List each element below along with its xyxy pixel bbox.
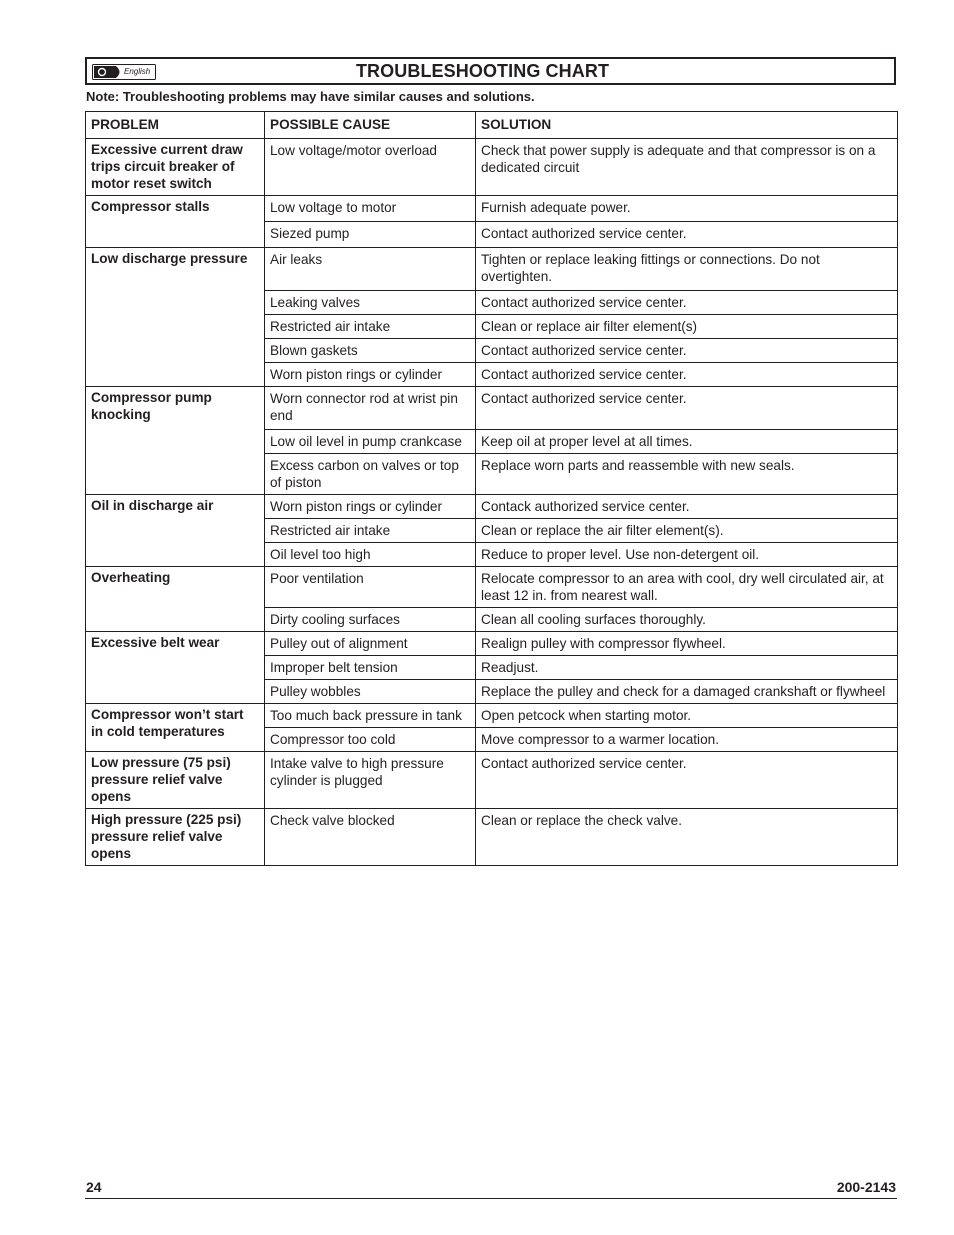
solution-cell: Check that power supply is adequate and that compressor is on a dedicated circuit xyxy=(476,139,898,196)
note: Note: Troubleshooting problems may have similar causes and solutions. xyxy=(86,89,535,104)
cause-cell: Siezed pump xyxy=(265,222,476,248)
solution-cell: Keep oil at proper level at all times. xyxy=(476,430,898,454)
cause-cell: Excess carbon on valves or top of piston xyxy=(265,454,476,495)
table-row xyxy=(86,495,898,519)
solution-cell: Tighten or replace leaking fittings or connections. Do not overtighten. xyxy=(476,248,898,291)
solution-cell: Realign pulley with compressor flywheel. xyxy=(476,632,898,656)
table-row xyxy=(86,387,898,430)
solution-cell: Contact authorized service center. xyxy=(476,752,898,809)
page-title: TROUBLESHOOTING CHART xyxy=(355,61,610,81)
document-number: 200-2143 xyxy=(836,1179,896,1195)
cause-cell: Low voltage to motor xyxy=(265,196,476,222)
problem-cell: Compressor won’t start in cold temperatures xyxy=(86,704,265,752)
table-row xyxy=(86,704,898,728)
cause-cell: Intake valve to high pressure cylinder is plugged xyxy=(265,752,476,809)
problem-cell: Overheating xyxy=(86,567,265,632)
problem-cell: Excessive current draw trips circuit breaker of motor reset switch xyxy=(86,139,265,196)
cause-cell: Compressor too cold xyxy=(265,728,476,752)
cause-cell: Poor ventilation xyxy=(265,567,476,608)
table-row xyxy=(86,139,898,196)
solution-cell: Reduce to proper level. Use non-detergent oil. xyxy=(476,543,898,567)
solution-cell: Move compressor to a warmer location. xyxy=(476,728,898,752)
table-row xyxy=(86,196,898,222)
solution-cell: Contact authorized service center. xyxy=(476,222,898,248)
solution-cell: Clean or replace air filter element(s) xyxy=(476,315,898,339)
solution-cell: Contact authorized service center. xyxy=(476,339,898,363)
table-row xyxy=(86,567,898,608)
cause-cell: Leaking valves xyxy=(265,291,476,315)
column-header-solution: SOLUTION xyxy=(476,112,898,139)
cause-cell: Low oil level in pump crankcase xyxy=(265,430,476,454)
table-row xyxy=(86,752,898,809)
problem-cell: Compressor pump knocking xyxy=(86,387,265,495)
cause-cell: Oil level too high xyxy=(265,543,476,567)
cause-cell: Too much back pressure in tank xyxy=(265,704,476,728)
cause-cell: Restricted air intake xyxy=(265,519,476,543)
solution-cell: Contact authorized service center. xyxy=(476,291,898,315)
troubleshooting-table xyxy=(85,111,898,866)
cause-cell: Worn connector rod at wrist pin end xyxy=(265,387,476,430)
cause-cell: Pulley wobbles xyxy=(265,680,476,704)
column-header-cause: POSSIBLE CAUSE xyxy=(265,112,476,139)
table-row xyxy=(86,248,898,291)
table-row xyxy=(86,809,898,866)
cause-cell: Blown gaskets xyxy=(265,339,476,363)
cause-cell: Check valve blocked xyxy=(265,809,476,866)
cause-cell: Air leaks xyxy=(265,248,476,291)
table-header-row xyxy=(86,112,898,139)
cause-cell: Dirty cooling surfaces xyxy=(265,608,476,632)
solution-cell: Clean or replace the air filter element(s). xyxy=(476,519,898,543)
problem-cell: Low pressure (75 psi) pressure relief valve opens xyxy=(86,752,265,809)
cause-cell: Restricted air intake xyxy=(265,315,476,339)
solution-cell: Replace worn parts and reassemble with new seals. xyxy=(476,454,898,495)
solution-cell: Readjust. xyxy=(476,656,898,680)
problem-cell: Low discharge pressure xyxy=(86,248,265,387)
problem-cell: Compressor stalls xyxy=(86,196,265,248)
problem-cell: Oil in discharge air xyxy=(86,495,265,567)
solution-cell: Contact authorized service center. xyxy=(476,363,898,387)
solution-cell: Contact authorized service center. xyxy=(476,387,898,430)
table-body xyxy=(86,139,898,866)
cause-cell: Low voltage/motor overload xyxy=(265,139,476,196)
language-label: English xyxy=(124,67,151,76)
solution-cell: Open petcock when starting motor. xyxy=(476,704,898,728)
solution-cell: Replace the pulley and check for a damaged crankshaft or flywheel xyxy=(476,680,898,704)
solution-cell: Clean all cooling surfaces thoroughly. xyxy=(476,608,898,632)
solution-cell: Contack authorized service center. xyxy=(476,495,898,519)
problem-cell: Excessive belt wear xyxy=(86,632,265,704)
problem-cell: High pressure (225 psi) pressure relief valve opens xyxy=(86,809,265,866)
page-number: 24 xyxy=(86,1179,102,1195)
cause-cell: Worn piston rings or cylinder xyxy=(265,363,476,387)
cause-cell: Pulley out of alignment xyxy=(265,632,476,656)
column-header-problem: PROBLEM xyxy=(86,112,265,139)
title-box xyxy=(85,57,896,85)
cause-cell: Improper belt tension xyxy=(265,656,476,680)
solution-cell: Relocate compressor to an area with cool, dry well circulated air, at least 12 in. from nearest wall. xyxy=(476,567,898,608)
cause-cell: Worn piston rings or cylinder xyxy=(265,495,476,519)
footer-divider xyxy=(85,1198,897,1199)
solution-cell: Furnish adequate power. xyxy=(476,196,898,222)
table-row xyxy=(86,632,898,656)
solution-cell: Clean or replace the check valve. xyxy=(476,809,898,866)
